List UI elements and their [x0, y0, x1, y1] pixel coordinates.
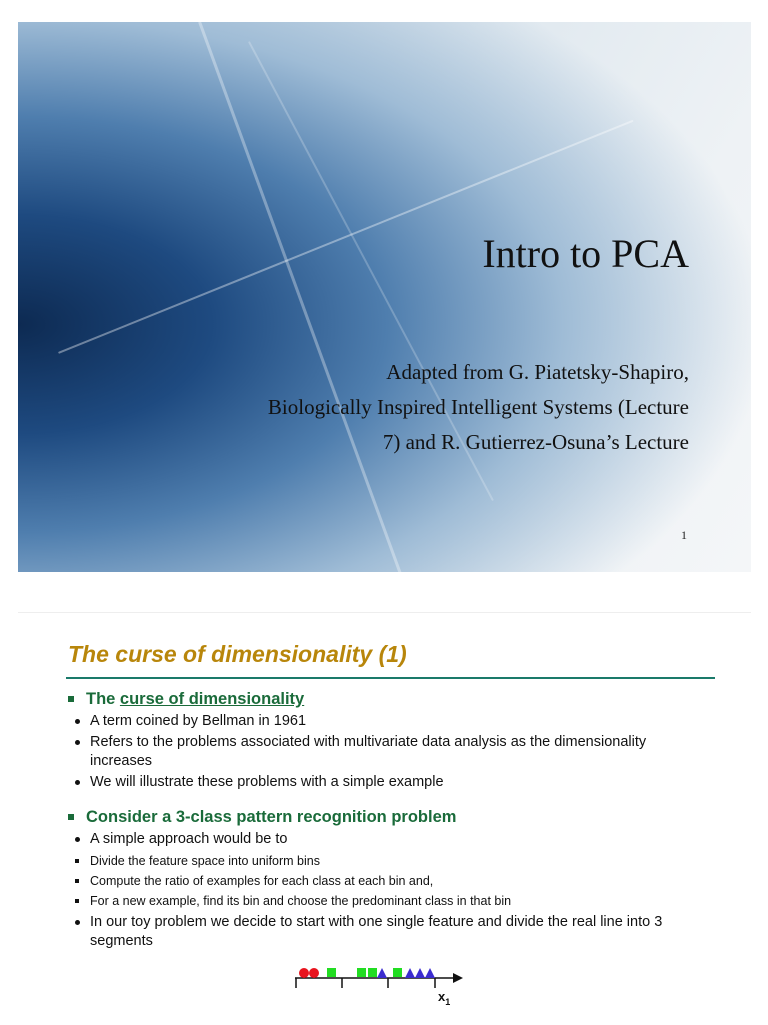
- subtitle-line: 7) and R. Gutierrez-Osuna’s Lecture: [382, 430, 689, 454]
- content-slide: [18, 612, 751, 1025]
- class-triangle-marker: [405, 968, 415, 978]
- feature-line-diagram: [293, 968, 493, 1018]
- class-triangle-marker: [377, 968, 387, 978]
- axis-label: [438, 989, 450, 1007]
- axis-label-main: x: [438, 989, 446, 1004]
- page-number: 1: [681, 528, 687, 542]
- bullet-text: Divide the feature space into uniform bins: [90, 854, 320, 868]
- section-curse: [66, 688, 706, 794]
- bullet-level2: [66, 773, 706, 792]
- bullet-level3: [66, 851, 706, 871]
- bullet-text: For a new example, find its bin and choose the predominant class in that bin: [90, 894, 512, 908]
- class-square-marker: [393, 968, 402, 977]
- bullet-prefix: The: [86, 690, 120, 708]
- bullet-text: A simple approach would be to: [90, 831, 288, 847]
- dot-bullet-icon: [75, 780, 80, 785]
- class-square-marker: [368, 968, 377, 977]
- class-square-marker: [357, 968, 366, 977]
- slide-heading: The curse of dimensionality (1): [68, 641, 407, 667]
- class-circle-marker: [299, 968, 309, 978]
- curse-of-dimensionality-link[interactable]: curse of dimensionality: [119, 690, 305, 708]
- bullet-text: Refers to the problems associated with multivariate data analysis as the dimensionality increases: [90, 734, 647, 769]
- dot-bullet-icon: [75, 837, 80, 842]
- class-square-marker: [327, 968, 336, 977]
- heading-divider: [66, 677, 715, 679]
- background-light-streak: [198, 22, 406, 572]
- class-triangle-marker: [415, 968, 425, 978]
- bullet-text: In our toy problem we decide to start with one single feature and divide the real line into 3 segments: [90, 914, 663, 949]
- class-circle-marker: [309, 968, 319, 978]
- bullet-level2: [66, 733, 706, 771]
- slide-subtitle: [129, 355, 689, 460]
- section-3-class-problem: [66, 806, 706, 953]
- class-triangle-marker: [425, 968, 435, 978]
- square-bullet-icon: [75, 899, 79, 903]
- dot-bullet-icon: [75, 920, 80, 925]
- bullet-text: A term coined by Bellman in 1961: [90, 713, 307, 729]
- bullet-text: We will illustrate these problems with a simple example: [90, 774, 444, 790]
- bullet-text: Consider a 3-class pattern recognition problem: [86, 808, 457, 826]
- subtitle-line: Adapted from G. Piatetsky-Shapiro,: [386, 360, 689, 384]
- slide-title: Intro to PCA: [482, 231, 689, 276]
- bullet-level2: [66, 712, 706, 731]
- bullet-text: Compute the ratio of examples for each class at each bin and,: [90, 874, 434, 888]
- axis-arrow-icon: [453, 973, 463, 983]
- bullet-level2: [66, 830, 706, 849]
- dot-bullet-icon: [75, 719, 80, 724]
- bullet-level3: [66, 871, 706, 891]
- square-bullet-icon: [75, 859, 79, 863]
- axis-label-subscript: 1: [445, 997, 451, 1007]
- square-bullet-icon: [68, 696, 74, 702]
- bullet-level2: [66, 913, 706, 951]
- bullet-level3: [66, 891, 706, 911]
- bullet-level1: [66, 806, 706, 828]
- title-slide: [18, 22, 751, 572]
- bullet-level1: [66, 688, 706, 710]
- subtitle-line: Biologically Inspired Intelligent Systems (Lecture: [267, 395, 689, 419]
- square-bullet-icon: [75, 879, 79, 883]
- dot-bullet-icon: [75, 740, 80, 745]
- square-bullet-icon: [68, 814, 74, 820]
